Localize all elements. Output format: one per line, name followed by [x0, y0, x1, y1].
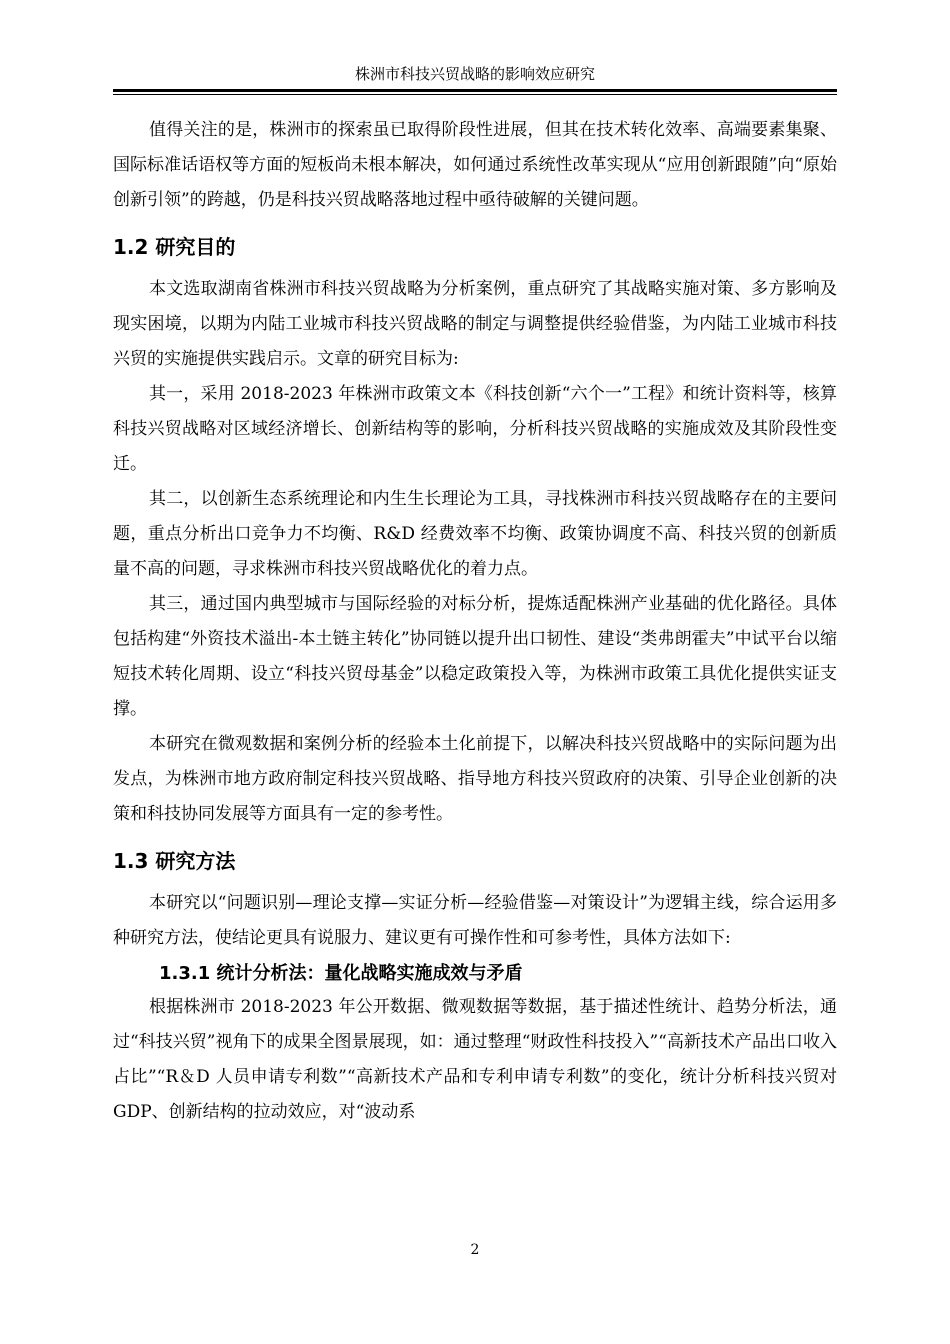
running-header: 株洲市科技兴贸战略的影响效应研究 [354, 65, 595, 83]
purpose-paragraph-4: 其三，通过国内典型城市与国际经验的对标分析，提炼适配株洲产业基础的优化路径。具体包括构建“外资技术溢出-本土链主转化”协同链以提升出口韧性、建设“类弗朗霍夫”中试平台以缩短技术转化周期、设立“科技兴贸母基金”以稳定政策投入等，为株洲市政策工具优化提供实证支撑。 [113, 594, 837, 719]
statistics-method-paragraph: 根据株洲市 2018-2023 年公开数据、微观数据等数据，基于描述性统计、趋势分析法，通过“科技兴贸”视角下的成果全图景展现，如：通过整理“财政性科技投入”“高新技术产品出口收入占比”“R＆D 人员申请专利数”“高新技术产品和专利申请专利数”的变化，统计分析科技兴贸对 GDP、创新结构的拉动效应，对“波动系 [113, 997, 837, 1122]
subsection-heading-1-3-1: 1.3.1 统计分析法：量化战略实施成效与矛盾 [159, 963, 523, 984]
purpose-paragraph-3: 其二，以创新生态系统理论和内生生长理论为工具，寻找株洲市科技兴贸战略存在的主要问题，重点分析出口竞争力不均衡、R&D 经费效率不均衡、政策协调度不高、科技兴贸的创新质量不高的问题，寻求株洲市科技兴贸战略优化的着力点。 [113, 489, 837, 579]
purpose-paragraph-1: 本文选取湖南省株洲市科技兴贸战略为分析案例，重点研究了其战略实施对策、多方影响及现实困境，以期为内陆工业城市科技兴贸战略的制定与调整提供经验借鉴，为内陆工业城市科技兴贸的实施提供实践启示。文章的研究目标为: [113, 279, 837, 369]
method-intro-paragraph: 本研究以“问题识别—理论支撑—实证分析—经验借鉴—对策设计”为逻辑主线，综合运用多种研究方法，使结论更具有说服力、建议更有可操作性和可参考性，具体方法如下: [113, 893, 837, 948]
section-heading-1-3: 1.3 研究方法 [113, 849, 236, 873]
intro-paragraph: 值得关注的是，株洲市的探索虽已取得阶段性进展，但其在技术转化效率、高端要素集聚、国际标准话语权等方面的短板尚未根本解决，如何通过系统性改革实现从“应用创新跟随”向“原始创新引领”的跨越，仍是科技兴贸战略落地过程中亟待破解的关键问题。 [113, 120, 837, 210]
purpose-paragraph-2: 其一，采用 2018-2023 年株洲市政策文本《科技创新“六个一”工程》和统计资料等，核算科技兴贸战略对区域经济增长、创新结构等的影响，分析科技兴贸战略的实施成效及其阶段性变迁。 [113, 384, 837, 474]
page-body [113, 113, 837, 1130]
page-number: 2 [470, 1242, 480, 1258]
header-rule-thin [113, 94, 837, 95]
header-rule-thick [113, 89, 837, 92]
purpose-paragraph-5: 本研究在微观数据和案例分析的经验本土化前提下，以解决科技兴贸战略中的实际问题为出发点，为株洲市地方政府制定科技兴贸战略、指导地方科技兴贸政府的决策、引导企业创新的决策和科技协同发展等方面具有一定的参考性。 [113, 734, 837, 824]
section-heading-1-2: 1.2 研究目的 [113, 235, 236, 259]
